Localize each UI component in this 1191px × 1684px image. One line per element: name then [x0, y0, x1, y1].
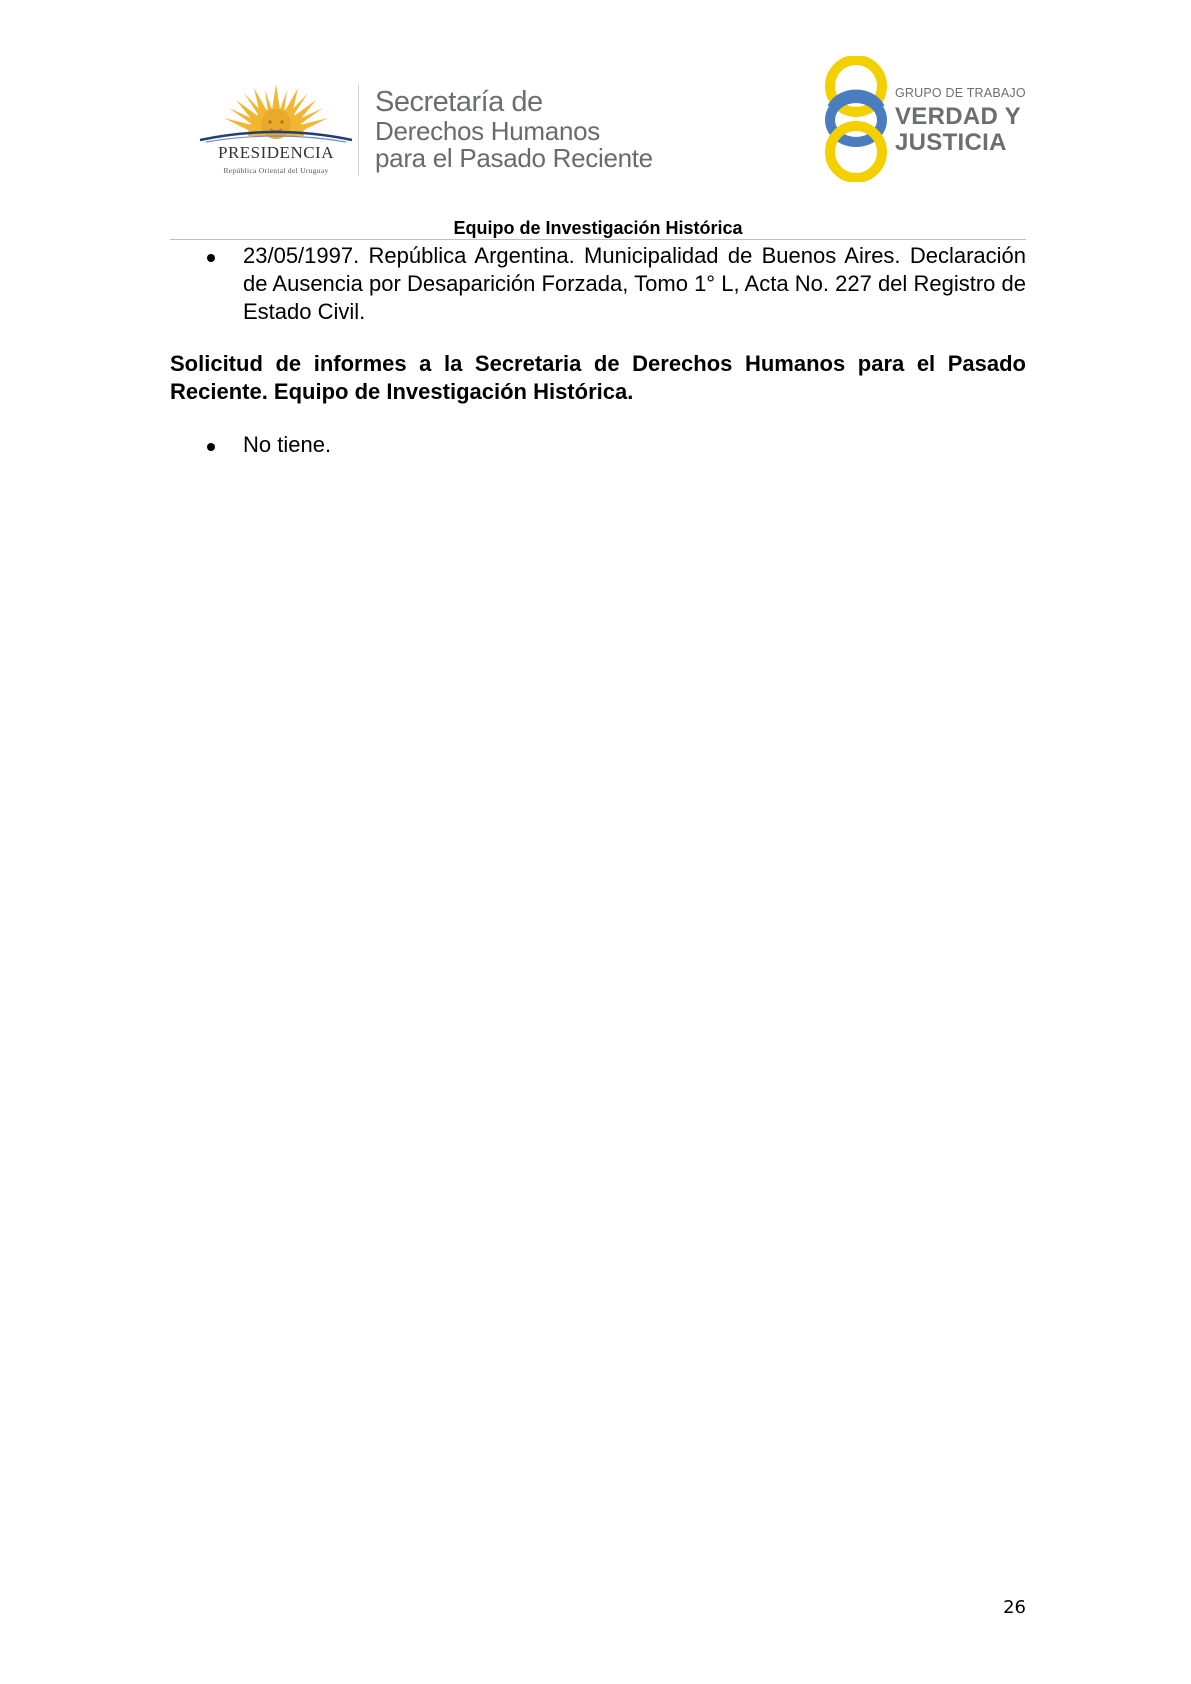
presidencia-wordmark: PRESIDENCIA	[217, 143, 334, 162]
bullet-icon	[207, 443, 215, 451]
justicia-label: JUSTICIA	[895, 128, 1007, 156]
logo-divider	[358, 84, 359, 176]
list-item	[207, 242, 1026, 326]
list-item	[207, 431, 1026, 459]
list-item-text: 23/05/1997. República Argentina. Municipalidad de Buenos Aires. Declaración de Ausencia por Desaparición Forzada, Tomo 1° L, Acta No. 227 del Registro de Estado Civil.	[243, 243, 1026, 324]
presidencia-subtitle: República Oriental del Uruguay	[223, 166, 329, 175]
sun-of-may-icon	[196, 80, 356, 150]
section-heading: Solicitud de informes a la Secretaria de Derechos Humanos para el Pasado Reciente. Equipo de Investigación Histórica.	[170, 351, 1026, 404]
page-number: 26	[1003, 1597, 1026, 1618]
running-header: Equipo de Investigación Histórica	[453, 218, 743, 238]
list-item-text: No tiene.	[243, 432, 332, 457]
presidencia-logo	[196, 80, 356, 180]
grupo-de-trabajo-label: GRUPO DE TRABAJO	[895, 86, 1026, 100]
secretaria-line-2: Derechos Humanos	[375, 116, 600, 146]
bullet-icon	[207, 254, 215, 262]
verdad-justicia-wordmark	[895, 87, 1026, 157]
secretaria-line-1: Secretaría de	[375, 86, 543, 118]
secretaria-wordmark	[375, 88, 653, 172]
secretaria-line-3: para el Pasado Reciente	[375, 143, 653, 173]
verdad-y-label: VERDAD Y	[895, 102, 1021, 130]
header-rule	[170, 239, 1026, 240]
